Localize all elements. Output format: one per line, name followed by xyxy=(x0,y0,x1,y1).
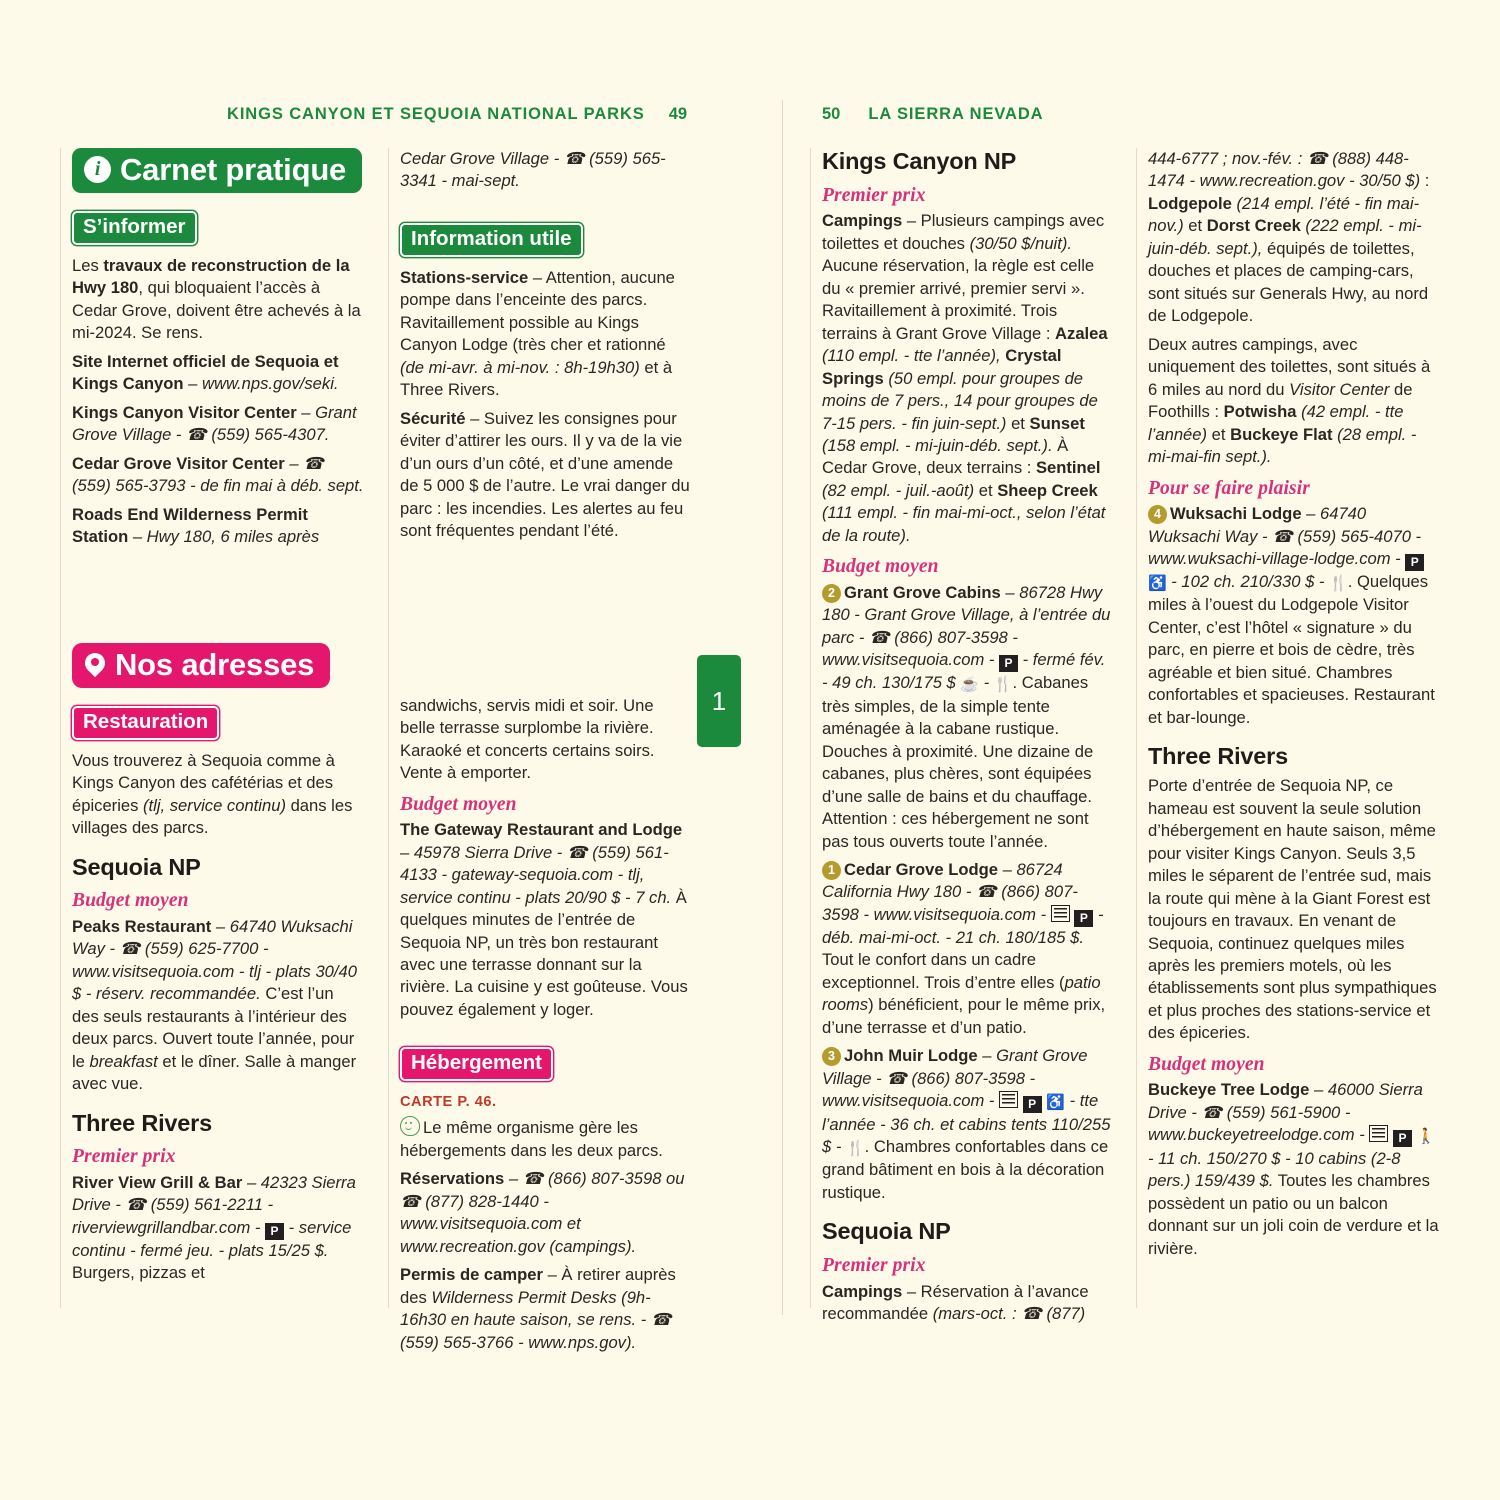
map-pin-icon xyxy=(84,653,106,675)
camp-dorst-creek: Dorst Creek xyxy=(1206,216,1301,236)
sandwich-continuation: sandwichs, servis midi et soir. Une belle terrasse surplombe la rivière. Karaoké et concerts certains soirs. Vente à emporter. xyxy=(400,695,655,783)
sinformer-subbanner: S’informer xyxy=(72,211,197,245)
entry-name: Kings Canyon Visitor Center xyxy=(72,402,297,422)
swimming-pool-icon: 🚶 xyxy=(1416,1128,1436,1146)
listing-details: – Grant Grove Village - ☎ (866) 807-3598 - www.visitsequoia.com - xyxy=(822,1046,1088,1111)
entry-permis-de-camper xyxy=(400,1264,692,1354)
listing-river-view-grill xyxy=(72,1172,364,1285)
wheelchair-accessible-icon: ♿ xyxy=(1046,1094,1065,1112)
tv-icon xyxy=(1369,1125,1388,1142)
listing-details-2: - tte l’année - 36 ch. et cabins tents 110/255 $ - xyxy=(822,1091,1111,1157)
sequoia-campings-continuation xyxy=(1148,148,1440,328)
listing-description: À quelques minutes de l’entrée de Sequoia NP, un très bon restaurant avec une terrasse donnant sur la rivière. La cuisine y est goûteuse. Vous pouvez également y loger. xyxy=(400,887,688,1019)
entry-text-i: (de mi-avr. à mi-nov. : 8h-19h30) xyxy=(400,357,640,377)
rubric-pour-se-faire-plaisir: Pour se faire plaisir xyxy=(1148,477,1310,499)
rubric-budget-moyen: Budget moyen xyxy=(1148,1053,1265,1075)
column-1 xyxy=(72,148,364,1318)
conj-et: et xyxy=(1183,216,1207,236)
restaurant-icon: 🍴 xyxy=(993,676,1013,694)
listing-details-2: - 11 ch. 150/270 $ - 10 cabins (2-8 pers.) 159/439 $. xyxy=(1148,1148,1401,1191)
column-rule-4 xyxy=(1136,148,1137,1308)
rubric-premier-prix: Premier prix xyxy=(822,1255,926,1277)
sinformer-lead: Les xyxy=(72,255,104,275)
running-head-right xyxy=(822,105,1044,124)
entry-name: Réservations xyxy=(400,1169,505,1189)
listing-description: . Quelques miles à l’ouest du Lodgepole Visitor Center, c’est l’hôtel « signature » du parc, en pierre et bois de cèdre, très agréable et bien situé. Chambres confortables et spacieuses. Restaurant et bar-lounge. xyxy=(1148,572,1435,727)
listing-description: C’est l’un des seuls restaurants à l’intérieur des deux parcs. Ouvert toute l’année, pour le xyxy=(72,984,355,1071)
conj-et-2: et xyxy=(1207,424,1231,444)
listing-details: – 45978 Sierra Drive - ☎ (559) 561-4133 - gateway-sequoia.com - tlj, service continu - plats 20/90 $ - 7 ch. xyxy=(400,842,672,907)
camp-crystal-springs: Crystal Springs xyxy=(822,346,1062,388)
running-head-left xyxy=(227,105,687,124)
sinformer-bold: travaux de reconstruction de la Hwy 180 xyxy=(72,255,350,298)
listing-name: Grant Grove Cabins xyxy=(844,582,1001,602)
map-number-badge: 2 xyxy=(822,584,841,603)
entry-text-italic: Wilderness Permit Desks (9h-16h30 en haute saison, se rens. - ☎ (559) 565-3766 - www.nps.gov). xyxy=(400,1287,672,1352)
information-utile-subbanner: Information utile xyxy=(400,223,583,257)
map-number-badge: 3 xyxy=(822,1047,841,1066)
map-number-badge: 1 xyxy=(822,861,841,880)
listing-name: Buckeye Tree Lodge xyxy=(1148,1080,1310,1100)
listing-description: – Réservation à l’avance recommandée xyxy=(822,1281,1089,1324)
folio-50: 50 xyxy=(822,105,841,123)
listing-description: Burgers, pizzas et xyxy=(72,1263,205,1283)
parking-icon: P xyxy=(1023,1096,1042,1113)
listing-buckeye-tree-lodge xyxy=(1148,1079,1440,1260)
nos-adresses-banner xyxy=(72,643,330,688)
camp-cedar-text: À Cedar Grove, deux terrains : xyxy=(822,435,1069,478)
camp-after-text: équipés de toilettes, douches et places de camping-cars, sont situés sur Generals Hwy, au nord de Lodgepole. xyxy=(1148,238,1429,326)
listing-sequoia-campings xyxy=(822,1281,1114,1326)
column-3 xyxy=(822,148,1114,1324)
nos-adresses-label: Nos adresses xyxy=(115,646,315,682)
organisme-text: Le même organisme gère les hébergements dans les deux parcs. xyxy=(400,1118,663,1160)
three-rivers-description: Porte d’entrée de Sequoia NP, ce hameau est souvent la seule solution d’hébergement en haute saison, même pour visiter Kings Canyon. Seuls 3,5 miles le séparent de l’entrée sud, mais la route qui mène à la Giant Forest est toujours en travaux. En venant de Sequoia, continuez quelques miles après les premiers motels, où les établissements sont plus sympathiques et plus proches des stations-service et des épiceries. xyxy=(1148,776,1437,1043)
restauration-intro-b: dans les villages des parcs. xyxy=(72,795,353,838)
listing-gateway-restaurant xyxy=(400,819,692,1021)
listing-name: Cedar Grove Lodge xyxy=(844,859,998,879)
restaurant-icon: 🍴 xyxy=(1329,575,1348,593)
listing-details: (mars-oct. : ☎ (877) xyxy=(932,1304,1086,1324)
conj-et-2: et xyxy=(974,480,998,500)
rubric-premier-prix: Premier prix xyxy=(72,1146,176,1168)
entry-name: Permis de camper xyxy=(400,1265,543,1285)
parking-icon: P xyxy=(1074,910,1093,927)
column-2 xyxy=(400,148,692,1352)
camp-sunset-detail: (158 empl. - mi-juin-déb. sept.). xyxy=(822,435,1053,455)
listing-cedar-grove-lodge xyxy=(822,859,1114,1039)
rubric-budget-moyen: Budget moyen xyxy=(72,890,189,912)
entry-text-b: et à Three Rivers. xyxy=(400,357,673,400)
entry-text-a: – Attention, aucune pompe dans l’enceinte des parcs. Ravitaillement possible au Kings Canyon Lodge (très cher et rationné xyxy=(400,267,675,355)
column-4 xyxy=(1148,148,1440,1318)
listing-description: . Cabanes très simples, de la simple tente aménagée à la cabane rustique. Douches à proximité. Une dizaine de cabanes, plus chères, sont équipées d’une salle de bains et du chauffage. Attention : ces hébergement ne sont pas tous ouverts toute l’année. xyxy=(822,673,1094,851)
carnet-pratique-label: Carnet pratique xyxy=(120,152,347,187)
campings-b: Aucune réservation, la règle est celle du « premier arrivé, premier servi ». Ravitaillement à proximité. Trois terrains à Grant Grove Village : xyxy=(822,256,1095,343)
listing-details: – 46000 Sierra Drive - ☎ (559) 561-5900 - www.buckeyetreelodge.com - xyxy=(1148,1080,1423,1145)
restauration-intro-a: Vous trouverez à Sequoia comme à Kings Canyon des cafétérias et des épiceries xyxy=(72,750,335,815)
heading-kings-canyon-np: Kings Canyon NP xyxy=(822,148,1017,174)
rubric-budget-moyen: Budget moyen xyxy=(822,556,939,578)
camp-sheep-detail: (111 empl. - fin mai-mi-oct., selon l’état de la route). xyxy=(822,503,1106,545)
listing-grant-grove-cabins: 2 Grant Grove Cabins – 86728 Hwy 180 - Grant Grove Village, à l’entrée du parc - ☎ (866) 807-3598 - www.visitsequoia.com - P - fermé fév. - 49 ch. 130/175 $ ☕ - 🍴. Cabanes très simples, de la simple tente aménagée à la cabane rustique. Douches à proximité. Une dizaine de cabanes, plus chères, sont équipées d’une salle de bains et du chauffage. Attention : ces hébergement ne sont pas tous ouverts toute l’année. xyxy=(822,582,1111,851)
entry-text-roman: – À retirer auprès des xyxy=(400,1265,676,1307)
listing-name: River View Grill & Bar xyxy=(72,1172,243,1192)
campings-price: (30/50 $/nuit). xyxy=(969,233,1072,253)
hebergement-subbanner: Hébergement xyxy=(400,1047,553,1081)
parking-icon: P xyxy=(999,655,1018,672)
page-gutter xyxy=(782,100,783,1315)
listing-kc-campings xyxy=(822,210,1114,547)
camp-azalea-detail: (110 empl. - tte l’année), xyxy=(822,346,1006,366)
camp-potwisha: Potwisha xyxy=(1223,402,1297,422)
parking-icon: P xyxy=(1393,1130,1412,1147)
rubric-budget-moyen: Budget moyen xyxy=(400,793,517,815)
restauration-intro xyxy=(72,750,364,840)
entry-detail: – ☎ (559) 565-3793 - de fin mai à déb. sept. xyxy=(72,453,364,496)
column-rule-3 xyxy=(810,148,811,1308)
smiley-icon xyxy=(400,1116,420,1136)
column-rule-2 xyxy=(388,148,389,1308)
cedar-grove-village-continuation: Cedar Grove Village - ☎ (559) 565-3341 - mai-sept. xyxy=(400,149,666,191)
heading-three-rivers: Three Rivers xyxy=(1148,743,1288,770)
listing-details: – 86728 Hwy 180 - Grant Grove Village, à l’entrée du parc - ☎ (866) 807-3598 - www.visitsequoia.com - xyxy=(822,582,1111,670)
listing-details-2: - service continu - fermé jeu. - plats 15/25 $. xyxy=(72,1217,352,1260)
wheelchair-accessible-icon: ♿ xyxy=(1148,575,1167,593)
tv-icon xyxy=(999,1091,1018,1108)
listing-description: Toutes les chambres possèdent un patio ou un balcon donnant sur un joli coin de verdure et la rivière. xyxy=(1148,1171,1439,1258)
camp-buckeye-flat-detail: (28 empl. - mi-mai-fin sept.). xyxy=(1148,424,1417,467)
deux-autres-i: Visitor Center xyxy=(1289,379,1390,399)
entry-name: Roads End Wilderness Permit Station xyxy=(72,504,308,547)
restauration-intro-i: (tlj, service continu) xyxy=(143,795,286,815)
listing-name: Wuksachi Lodge xyxy=(1170,504,1302,524)
listing-name: Campings xyxy=(822,211,903,231)
listing-details-2: - 102 ch. 210/330 $ - xyxy=(1166,572,1330,592)
entry-name: Cedar Grove Visitor Center xyxy=(72,453,285,473)
entry-detail: – Grant Grove Village - ☎ (559) 565-4307. xyxy=(72,402,357,445)
listing-name: John Muir Lodge xyxy=(844,1046,978,1066)
entry-reservations xyxy=(400,1168,692,1258)
camp-dorst-detail: (222 empl. - mi-juin-déb. sept.), xyxy=(1148,216,1422,258)
listing-description-em: breakfast xyxy=(89,1051,158,1071)
rubric-premier-prix: Premier prix xyxy=(822,184,926,206)
page-thumb-tab xyxy=(697,655,741,747)
listing-name: The Gateway Restaurant and Lodge xyxy=(400,820,683,840)
entry-detail: – Hwy 180, 6 miles après xyxy=(128,527,320,547)
deux-autres-b: de Foothills : xyxy=(1148,379,1413,422)
restauration-subbanner: Restauration xyxy=(72,706,219,740)
entry-stations-service xyxy=(400,267,692,402)
parking-icon: P xyxy=(265,1223,284,1240)
listing-description: . Chambres confortables dans ce grand bâtiment en bois à la décoration rustique. xyxy=(822,1137,1109,1202)
entry-detail: – www.nps.gov/seki. xyxy=(183,374,339,394)
listing-description-2: ) bénéficient, pour le même prix, d’une terrasse et d’un patio. xyxy=(822,995,1106,1037)
entry-text: – Suivez les consignes pour éviter d’attirer les ours. Il y va de la vie d’un ours d’un côté, et d’une amende de 5 000 $ de l’autre. Le vrai danger du parc : les incendies. Les alertes au feu sont fréquentes pendant l’été. xyxy=(400,408,690,541)
camp-potwisha-detail: (42 empl. - tte l’année) xyxy=(1148,402,1404,444)
carnet-pratique-banner xyxy=(72,148,362,193)
carte-reference: CARTE P. 46. xyxy=(400,1094,497,1111)
listing-details: – 42323 Sierra Drive - ☎ (559) 561-2211 - riverviewgrillandbar.com - xyxy=(72,1172,356,1237)
heading-three-rivers: Three Rivers xyxy=(72,1109,212,1136)
restaurant-icon: 🍴 xyxy=(845,1140,865,1158)
camp-lodgepole: Lodgepole xyxy=(1148,193,1232,213)
listing-john-muir-lodge xyxy=(822,1045,1114,1204)
entry-name: Sécurité xyxy=(400,408,466,428)
camp-lodgepole-detail: (214 empl. l’été - fin mai-nov.) xyxy=(1148,193,1420,236)
running-head-right-title: LA SIERRA NEVADA xyxy=(868,105,1044,123)
info-icon: i xyxy=(84,156,111,183)
camp-crystal-detail: (50 empl. pour groupes de moins de 7 pers., 14 pour groupes de 7-15 pers. - fin juin-sept.) xyxy=(822,368,1098,433)
entry-roads-end-permit-station xyxy=(72,504,364,549)
listing-peaks-restaurant xyxy=(72,916,364,1096)
cont-italic: 444-6777 ; nov.-fév. : ☎ (888) 448-1474 - www.recreation.gov - 30/50 $) xyxy=(1148,149,1421,191)
sinformer-intro xyxy=(72,255,364,345)
page-thumb-tab-label: 1 xyxy=(711,685,727,716)
entry-text: – ☎ (866) 807-3598 ou ☎ (877) 828-1440 - www.visitsequoia.com et www.recreation.gov (campings). xyxy=(400,1169,685,1256)
listing-details-2: - déb. mai-mi-oct. - 21 ch. 180/185 $. xyxy=(822,904,1104,947)
entry-nps-site xyxy=(72,351,364,396)
entry-name: Site Internet officiel de Sequoia et Kings Canyon xyxy=(72,351,339,394)
breakfast-icon: ☕ xyxy=(960,676,980,694)
camp-azalea: Azalea xyxy=(1055,323,1108,343)
listing-name: Campings xyxy=(822,1281,903,1301)
camp-sunset: Sunset xyxy=(1029,413,1085,433)
entry-name: Stations-service xyxy=(400,267,529,287)
listing-name: Peaks Restaurant xyxy=(72,916,212,936)
camp-buckeye-flat: Buckeye Flat xyxy=(1230,424,1333,444)
campings-a: – Plusieurs campings avec toilettes et douches xyxy=(822,211,1105,253)
tv-icon xyxy=(1051,905,1070,922)
folio-49: 49 xyxy=(668,105,688,123)
deux-autres-campings xyxy=(1148,334,1440,469)
camp-sentinel: Sentinel xyxy=(1035,458,1101,478)
entry-cedar-grove-visitor-center xyxy=(72,453,364,498)
deux-autres-a: Deux autres campings, avec uniquement des toilettes, sont situés à 6 miles au nord du xyxy=(1148,334,1431,399)
listing-wuksachi-lodge xyxy=(1148,503,1440,729)
listing-description: Tout le confort dans un cadre exceptionnel. Trois d’entre elles ( xyxy=(822,950,1065,992)
camp-sentinel-detail: (82 empl. - juil.-août) xyxy=(822,480,975,500)
map-number-badge: 4 xyxy=(1148,505,1167,524)
listing-description-2: et le dîner. Salle à manger avec vue. xyxy=(72,1051,357,1094)
listing-details-2: - fermé fév. - 49 ch. 130/175 $ xyxy=(822,650,1106,693)
heading-sequoia-np: Sequoia NP xyxy=(72,853,201,880)
listing-details: – 86724 California Hwy 180 - ☎ (866) 807-3598 - www.visitsequoia.com - xyxy=(822,859,1078,924)
parking-icon: P xyxy=(1405,554,1424,571)
listing-description-em: patio rooms xyxy=(822,972,1101,1015)
running-head-left-title: KINGS CANYON ET SEQUOIA NATIONAL PARKS xyxy=(227,105,645,123)
column-rule-1 xyxy=(60,148,61,1308)
listing-details: – 64740 Wuksachi Way - ☎ (559) 625-7700 - www.visitsequoia.com - tlj - plats 30/40 $ - réserv. recommandée. xyxy=(72,916,357,1004)
cont-roman: : xyxy=(1420,171,1430,191)
sinformer-rest: , qui bloquaient l’accès à Cedar Grove, doivent être achevés à la mi-2024. Se rens. xyxy=(72,278,361,343)
entry-kings-canyon-visitor-center xyxy=(72,402,364,447)
organisme-note xyxy=(400,1116,692,1162)
heading-sequoia-np: Sequoia NP xyxy=(822,1218,951,1245)
entry-securite xyxy=(400,408,692,543)
listing-details: – 64740 Wuksachi Way - ☎ (559) 565-4070 - www.wuksachi-village-lodge.com - xyxy=(1148,504,1422,569)
camp-sheep-creek: Sheep Creek xyxy=(997,480,1098,500)
conj-et: et xyxy=(1006,413,1030,433)
